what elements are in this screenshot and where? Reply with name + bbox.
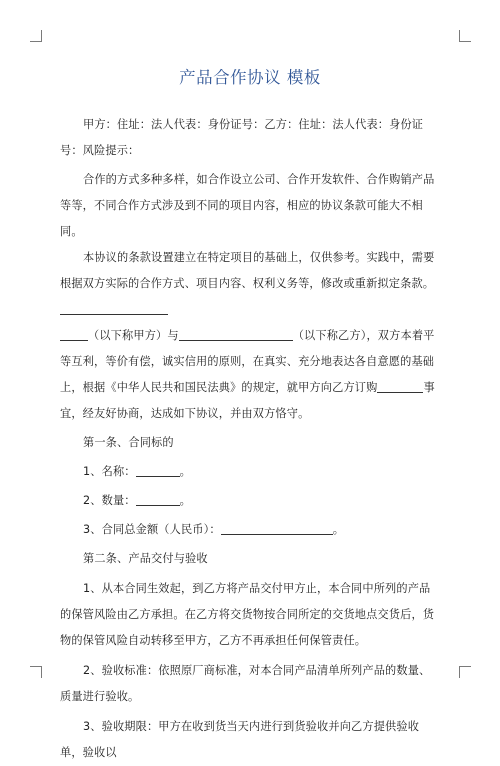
section-1-item-quantity [60,488,440,514]
item-quantity-label: 2、数量： [83,494,136,507]
item-amount-blank [221,522,333,535]
crop-mark-bottom-left [30,666,42,678]
item-amount-label: 3、合同总金额（人民币）： [83,523,221,536]
crop-mark-top-left [30,30,42,42]
item-quantity-blank [136,493,180,506]
section-2-heading: 第二条、产品交付与验收 [83,552,208,565]
section-1-heading: 第一条、合同标的 [83,436,174,449]
parties-paragraph: 甲方：住址：法人代表：身份证号：乙方：住址：法人代表：身份证号：风险提示： [60,118,424,157]
party-b-name-blank [179,328,293,341]
party-a-name-blank [60,302,168,315]
agreement-intro-paragraph [60,323,440,427]
crop-mark-top-right [459,30,471,42]
crop-mark-bottom-right [459,666,471,678]
section-2-item-1: 1、从本合同生效起，到乙方将产品交付甲方止，本合同中所列的产品的保管风险由乙方承担。在乙方将交货物按合同所定的交货地点交货后，货物的保管风险自动转移至甲方，乙方不再承担任何保管责任。 [60,582,435,647]
item-name-label: 1、名称： [83,465,136,478]
cooperation-note-paragraph: 合作的方式多种多样，如合作设立公司、合作开发软件、合作购销产品等等，不同合作方式涉及到不同的项目内容，相应的协议条款可能大不相同。 [60,173,435,238]
item-quantity-period: 。 [179,494,191,507]
section-2-item-2: 2、验收标准：依照原厂商标准，对本合同产品清单所列产品的数量、质量进行验收。 [60,664,431,703]
order-item-blank [377,380,423,393]
intro-text-b: （以下称乙方），双方本着平等互利，等价有偿，诚实信用的原则，在真实、充分地表达各自意愿的基础上，根据《中华人民共和国民法典》的规定，就甲方向乙方订购 [60,329,435,394]
section-2-item-3: 3、验收期限：甲方在收到货当天内进行到货验收并向乙方提供验收单，验收以 [60,720,420,759]
intro-text-a: （以下称甲方）与 [88,329,179,342]
item-name-period: 。 [179,465,191,478]
reference-note-text: 本协议的条款设置建立在特定项目的基础上，仅供参考。实践中，需要根据双方实际的合作方式、项目内容、权利义务等，修改或重新拟定条款。 [60,251,435,290]
item-amount-period: 。 [332,523,345,536]
item-name-blank [136,464,180,477]
section-1-item-amount [60,517,440,543]
party-a-name-blank-cont [60,328,88,341]
section-1-item-name [60,459,440,485]
document-body [60,112,440,766]
intro-text-c: 事宜，经友好协商，达成如下协议，并由双方恪守。 [60,381,435,420]
document-title: 产品合作协议 模板 [179,68,321,87]
reference-note-paragraph [60,245,440,323]
